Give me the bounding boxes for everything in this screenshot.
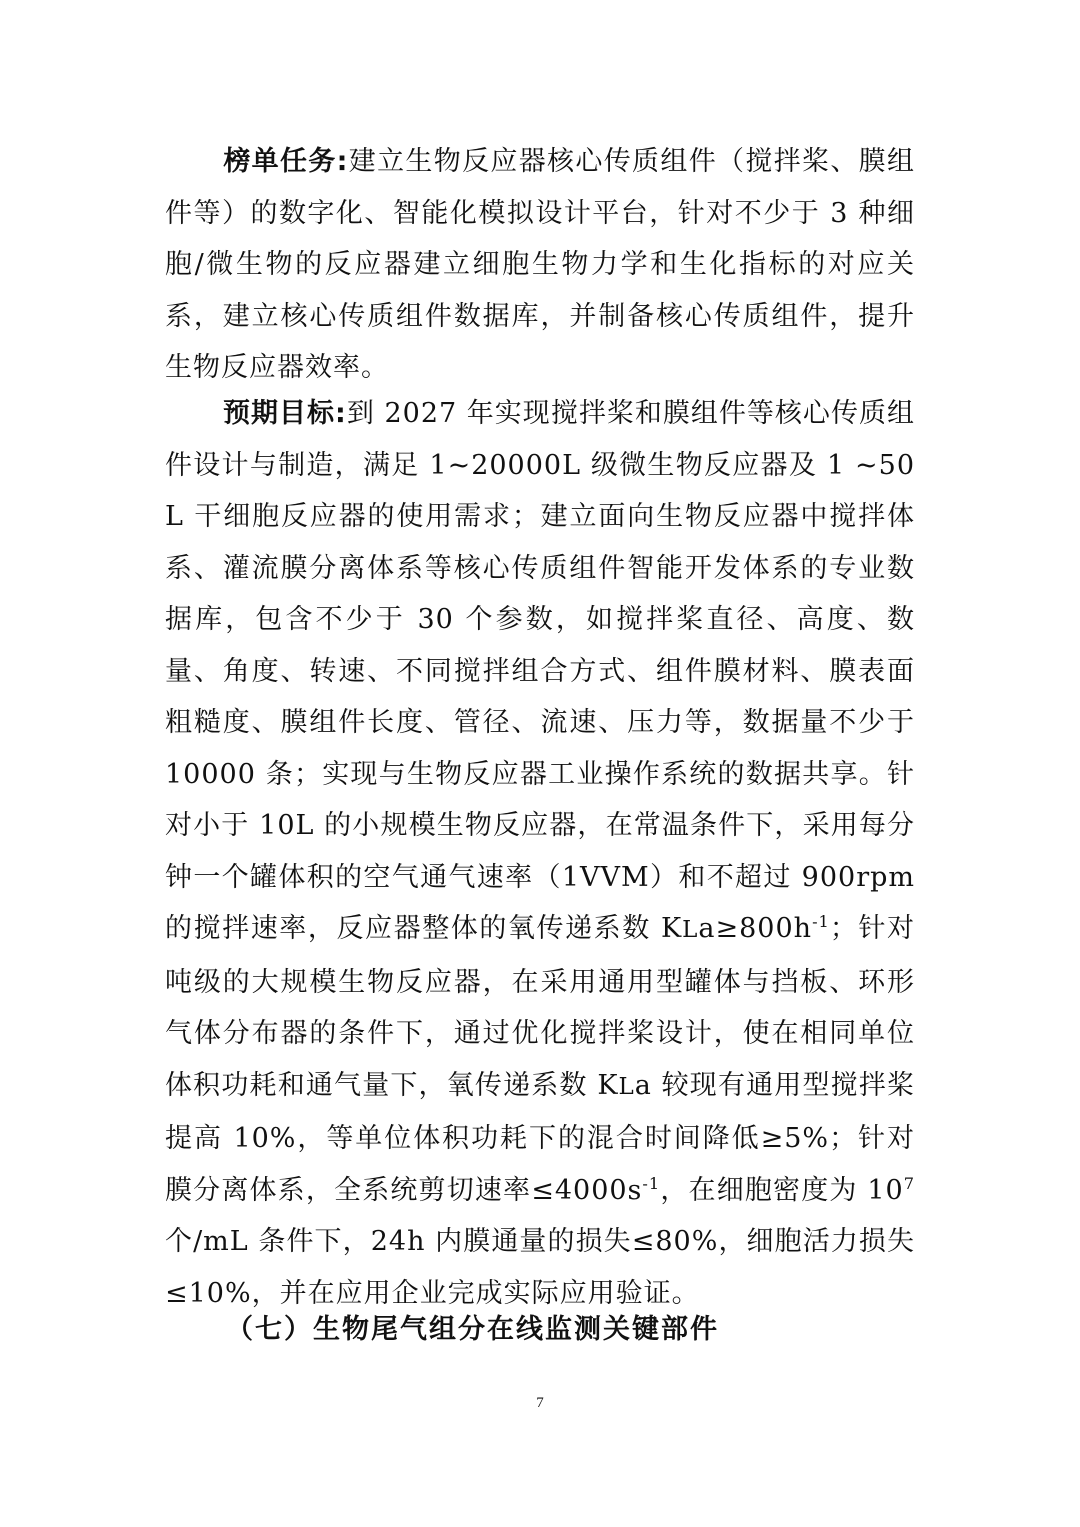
- superscript-neg1-b: -1: [642, 1173, 661, 1193]
- task-label: 榜单任务:: [223, 146, 349, 177]
- kla-subscript-2: L: [618, 1073, 635, 1100]
- superscript-7: 7: [903, 1173, 915, 1193]
- section-heading: （七）生物尾气组分在线监测关键部件: [226, 1314, 719, 1345]
- goal-text-2: a≥800h: [698, 913, 813, 944]
- superscript-neg1: -1: [812, 912, 830, 931]
- kla-subscript: L: [682, 917, 699, 943]
- paragraph-task: [165, 136, 915, 394]
- page-number: 7: [536, 1395, 544, 1411]
- goal-label: 预期目标:: [223, 398, 347, 429]
- goal-text-5: ，在细胞密度为 10: [660, 1174, 904, 1206]
- task-text: 建立生物反应器核心传质组件（搅拌桨、膜组件等）的数字化、智能化模拟设计平台，针对不少于 3 种细胞/微生物的反应器建立细胞生物力学和生化指标的对应关系，建立核心传质组件数据库，并制备核心传质组件，提升生物反应器效率。: [165, 146, 915, 383]
- goal-text-6: 个/mL 条件下，24h 内膜通量的损失≤80%，细胞活力损失≤10%，并在应用企业完成实际应用验证。: [165, 1226, 915, 1309]
- goal-text-3: ；针对吨级的大规模生物反应器，在采用通用型罐体与挡板、环形气体分布器的条件下，通过优化搅拌桨设计，使在相同单位体积功耗和通气量下，氧传递系数 K: [165, 913, 915, 1101]
- paragraph-goal: [165, 388, 915, 1319]
- goal-text-4: a 较现有通用型搅拌桨提高 10%，等单位体积功耗下的混合时间降低≥5%；针对膜分离体系，全系统剪切速率≤4000s: [165, 1069, 915, 1206]
- goal-text-1: 到 2027 年实现搅拌桨和膜组件等核心传质组件设计与制造，满足 1~20000L 级微生物反应器及 1 ~50 L 干细胞反应器的使用需求；建立面向生物反应器中搅拌体系、灌流膜分离体系等核心传质组件智能开发体系的专业数据库，包含不少于 30 个参数，如搅拌桨直径、高度、数量、角度、转速、不同搅拌组合方式、组件膜材料、膜表面粗糙度、膜组件长度、管径、流速、压力等，数据量不少于 10000 条；实现与生物反应器工业操作系统的数据共享。针对小于 10L 的小规模生物反应器，在常温条件下，采用每分钟一个罐体积的空气通气速率（1VVM）和不超过 900rpm 的搅拌速率，反应器整体的氧传递系数 K: [165, 398, 915, 944]
